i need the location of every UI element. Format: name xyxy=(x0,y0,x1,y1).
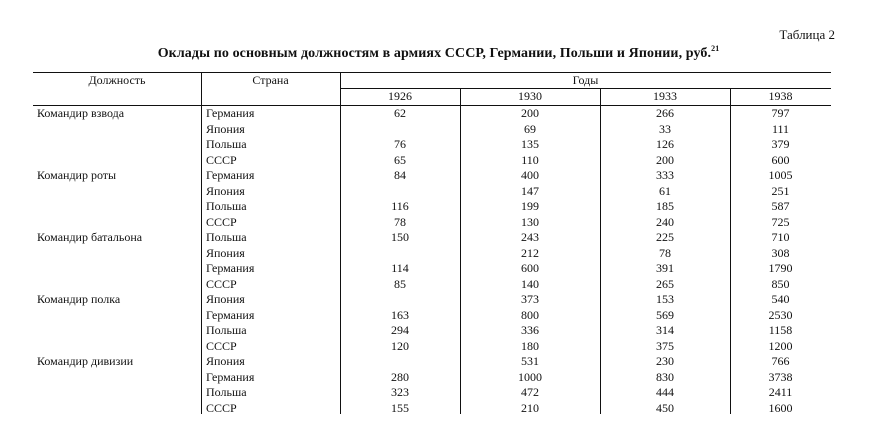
cell-1926 xyxy=(340,354,460,370)
table-row xyxy=(33,292,831,308)
cell-1938: 850 xyxy=(771,276,790,291)
cell-1930: 135 xyxy=(521,137,539,151)
cell-1926 xyxy=(340,184,460,200)
cell-1926: 62 xyxy=(394,106,406,120)
cell-1938: 379 xyxy=(771,137,790,151)
salary-table xyxy=(33,72,831,414)
cell-1938: 251 xyxy=(771,183,790,198)
cell-1933: 78 xyxy=(659,245,671,260)
table-row xyxy=(33,246,831,262)
cell-1930: 336 xyxy=(521,323,539,337)
cell-1926 xyxy=(340,122,460,138)
cell-1933: 240 xyxy=(656,214,674,229)
cell-1926: 294 xyxy=(391,323,409,337)
header-years-group: Годы xyxy=(572,73,599,87)
cell-1930: 210 xyxy=(521,400,539,415)
cell-1930: 373 xyxy=(521,292,539,306)
cell-1938: 1790 xyxy=(768,261,793,275)
cell-1938: 1158 xyxy=(768,323,793,337)
header-year-1933: 1933 xyxy=(653,89,677,103)
cell-1933: 450 xyxy=(656,400,674,415)
cell-1938: 3738 xyxy=(768,369,793,384)
cell-1938: 797 xyxy=(771,106,790,120)
cell-1926: 155 xyxy=(391,400,409,415)
cell-country: Япония xyxy=(206,245,245,260)
cell-1938: 1200 xyxy=(768,338,793,353)
cell-country: Польша xyxy=(206,230,247,244)
table-row xyxy=(33,122,831,138)
cell-1926: 76 xyxy=(394,137,406,151)
cell-country: Япония xyxy=(206,121,245,136)
table-row xyxy=(33,199,831,215)
cell-1938: 710 xyxy=(771,230,790,244)
cell-1933: 830 xyxy=(656,369,674,384)
cell-1933: 61 xyxy=(659,183,671,198)
cell-1933: 153 xyxy=(656,292,674,306)
cell-1933: 314 xyxy=(656,323,674,337)
header-row-years xyxy=(33,88,831,104)
footnote-ref: 21 xyxy=(711,44,720,53)
cell-1926: 78 xyxy=(394,214,406,229)
table-row xyxy=(33,137,831,153)
table-row xyxy=(33,339,831,355)
table-row xyxy=(33,370,831,386)
table-title-text: Оклады по основным должностям в армиях СССР, Германии, Польши и Японии, руб. xyxy=(157,46,712,61)
cell-1926: 323 xyxy=(391,385,409,399)
cell-country: Германия xyxy=(206,307,255,322)
cell-position: Командир батальона xyxy=(37,230,143,244)
cell-1933: 444 xyxy=(656,385,674,399)
table-row xyxy=(33,385,831,401)
cell-position: Командир взвода xyxy=(37,106,125,120)
cell-1926 xyxy=(340,292,460,308)
table-row xyxy=(33,261,831,277)
cell-1926: 114 xyxy=(391,261,409,275)
cell-1930: 110 xyxy=(521,152,539,167)
cell-1926: 84 xyxy=(394,168,406,182)
cell-1933: 33 xyxy=(659,121,671,136)
cell-position: Командир дивизии xyxy=(37,354,134,368)
header-country: Страна xyxy=(252,73,289,87)
table-row xyxy=(33,230,831,246)
cell-1938: 2530 xyxy=(768,307,793,322)
cell-1926 xyxy=(340,246,460,262)
cell-1926: 65 xyxy=(394,152,406,167)
cell-1930: 400 xyxy=(521,168,539,182)
cell-1938: 308 xyxy=(771,245,790,260)
cell-country: Польша xyxy=(206,199,247,213)
cell-1933: 375 xyxy=(656,338,674,353)
cell-country: Польша xyxy=(206,385,247,399)
header-position: Должность xyxy=(88,73,146,87)
cell-1926: 120 xyxy=(391,338,409,353)
cell-1938: 2411 xyxy=(768,385,793,399)
table-title xyxy=(0,44,877,62)
cell-1933: 225 xyxy=(656,230,674,244)
cell-1926: 280 xyxy=(391,369,409,384)
cell-1933: 391 xyxy=(656,261,674,275)
cell-1930: 69 xyxy=(524,121,536,136)
cell-1930: 200 xyxy=(521,106,539,120)
cell-country: СССР xyxy=(206,152,237,167)
cell-1938: 1600 xyxy=(768,400,793,415)
cell-1930: 130 xyxy=(521,214,539,229)
table-row xyxy=(33,354,831,370)
table-row xyxy=(33,184,831,200)
cell-1930: 140 xyxy=(521,276,539,291)
table-label: Таблица 2 xyxy=(779,27,835,42)
cell-1930: 531 xyxy=(521,354,539,368)
cell-1933: 230 xyxy=(656,354,674,368)
cell-1933: 185 xyxy=(656,199,674,213)
cell-1926: 85 xyxy=(394,276,406,291)
cell-1930: 180 xyxy=(521,338,539,353)
cell-1930: 243 xyxy=(521,230,539,244)
header-year-1938: 1938 xyxy=(768,89,793,103)
cell-country: Германия xyxy=(206,168,255,182)
header-row-top xyxy=(33,72,831,88)
table-body xyxy=(33,106,831,416)
table-row xyxy=(33,308,831,324)
cell-1938: 1005 xyxy=(768,168,793,182)
cell-country: СССР xyxy=(206,276,237,291)
cell-1933: 569 xyxy=(656,307,674,322)
cell-country: СССР xyxy=(206,400,237,415)
cell-1933: 333 xyxy=(656,168,674,182)
cell-1933: 126 xyxy=(656,137,674,151)
cell-1933: 266 xyxy=(656,106,674,120)
header-year-1926: 1926 xyxy=(388,89,412,103)
table-row xyxy=(33,168,831,184)
cell-1926: 116 xyxy=(391,199,409,213)
cell-1926: 163 xyxy=(391,307,409,322)
table-row xyxy=(33,401,831,417)
cell-1926: 150 xyxy=(391,230,409,244)
table-row xyxy=(33,277,831,293)
cell-1938: 766 xyxy=(771,354,790,368)
cell-country: СССР xyxy=(206,214,237,229)
cell-1938: 111 xyxy=(771,121,790,136)
cell-country: Япония xyxy=(206,183,245,198)
years-subheader-line xyxy=(340,88,831,89)
cell-1938: 600 xyxy=(771,152,790,167)
table-row xyxy=(33,215,831,231)
cell-1930: 199 xyxy=(521,199,539,213)
cell-1930: 147 xyxy=(521,183,539,198)
table-row xyxy=(33,153,831,169)
cell-country: Польша xyxy=(206,323,247,337)
cell-country: Германия xyxy=(206,369,255,384)
cell-position: Командир полка xyxy=(37,292,121,306)
cell-country: Германия xyxy=(206,106,255,120)
cell-country: Япония xyxy=(206,292,245,306)
cell-position: Командир роты xyxy=(37,168,117,182)
cell-1930: 600 xyxy=(521,261,539,275)
cell-1930: 212 xyxy=(521,245,539,260)
cell-country: Германия xyxy=(206,261,255,275)
cell-1933: 265 xyxy=(656,276,674,291)
cell-1938: 540 xyxy=(771,292,790,306)
cell-country: Япония xyxy=(206,354,245,368)
cell-1938: 587 xyxy=(771,199,790,213)
cell-country: Польша xyxy=(206,137,247,151)
cell-1938: 725 xyxy=(771,214,790,229)
table-row xyxy=(33,323,831,339)
header-year-1930: 1930 xyxy=(518,89,542,103)
table-row xyxy=(33,106,831,122)
cell-1930: 472 xyxy=(521,385,539,399)
cell-1930: 1000 xyxy=(518,369,542,384)
cell-1930: 800 xyxy=(521,307,539,322)
cell-country: СССР xyxy=(206,338,237,353)
cell-1933: 200 xyxy=(656,152,674,167)
